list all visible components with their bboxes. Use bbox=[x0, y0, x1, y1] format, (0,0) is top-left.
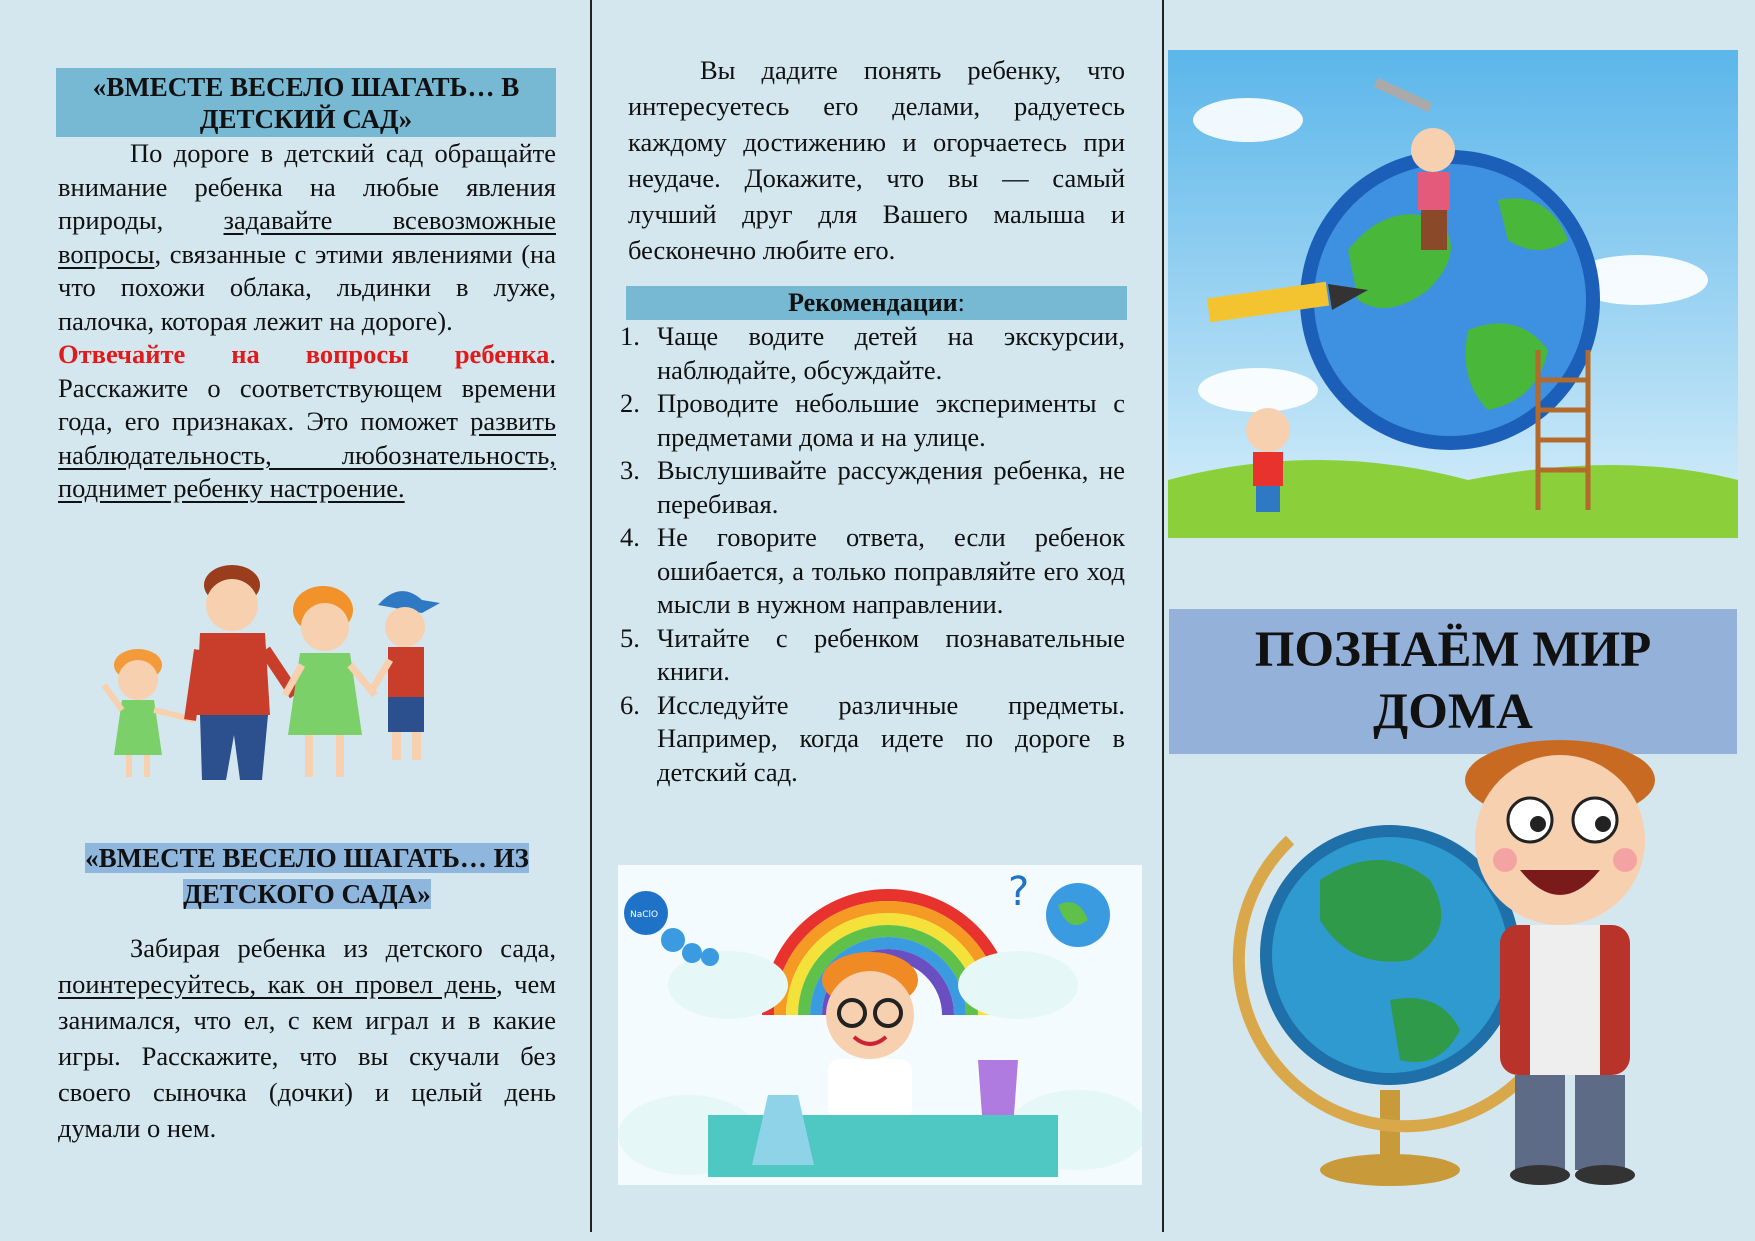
brochure-title-line1: ПОЗНАЁМ МИР bbox=[1254, 622, 1652, 678]
recommendations-title: Рекомендации bbox=[788, 288, 958, 317]
recommendation-item-5 bbox=[620, 622, 1125, 689]
recommendation-number: 3. bbox=[620, 455, 640, 485]
paragraph-nature bbox=[58, 137, 556, 338]
column-middle bbox=[620, 52, 1125, 789]
family-walking-illustration bbox=[100, 555, 490, 790]
recommendations-colon: : bbox=[957, 288, 965, 317]
recommendation-item-1 bbox=[620, 320, 1125, 387]
paragraph-answer-underlined: развить наблюдательность, любознательность, поднимет ребенку настроение. bbox=[58, 406, 556, 503]
paragraph-answer bbox=[58, 338, 556, 506]
globe-graphic bbox=[1239, 825, 1520, 1186]
intro-paragraph bbox=[628, 52, 1125, 268]
intro-paragraph-text: Вы дадите понять ребенку, что интересуетесь его делами, радуетесь каждому достижению и огорчаетесь при неудаче. Докажите, что вы — самый лучший друг для Вашего малыша и бесконечно любите его. bbox=[628, 55, 1125, 265]
paragraph-pickup-text-end: , чем занимался, что ел, с кем играл и в какие игры. Расскажите, что вы скучали без своего сыночка (дочки) и целый день думали о нем. bbox=[58, 969, 556, 1143]
column-divider-left bbox=[590, 0, 592, 1232]
recommendations-heading bbox=[626, 286, 1127, 320]
paragraph-pickup-underlined: поинтересуйтесь, как он провел день bbox=[58, 969, 497, 999]
science-kid-illustration bbox=[618, 865, 1142, 1185]
recommendations-list bbox=[620, 320, 1125, 789]
boy-with-globe-illustration bbox=[1230, 720, 1730, 1195]
heading-from-kindergarten bbox=[58, 840, 556, 912]
recommendation-text: Проводите небольшие эксперименты с предметами дома и на улице. bbox=[657, 388, 1125, 452]
answer-questions-highlight: Отвечайте на вопросы ребенка bbox=[58, 339, 550, 369]
recommendation-number: 5. bbox=[620, 622, 640, 653]
recommendation-item-2 bbox=[620, 387, 1125, 454]
recommendation-number: 6. bbox=[620, 689, 640, 720]
heading-to-kindergarten-text: «ВМЕСТЕ ВЕСЕЛО ШАГАТЬ… В ДЕТСКИЙ САД» bbox=[92, 72, 520, 134]
recommendation-number: 4. bbox=[620, 522, 640, 552]
father-figure bbox=[190, 565, 295, 780]
recommendation-text: Читайте с ребенком познавательные книги. bbox=[657, 622, 1125, 686]
paragraph-nature-underlined: задавайте всевозможные вопросы bbox=[58, 205, 556, 269]
kids-on-earth-illustration bbox=[1168, 50, 1738, 538]
paragraph-nature-text-end: , связанные с этими явлениями (на что похожи облака, льдинки в луже, палочка, которая лежит на дороге). bbox=[58, 238, 556, 336]
paragraph-pickup-block bbox=[58, 930, 556, 1146]
recommendation-number: 1. bbox=[620, 321, 640, 351]
mother-figure bbox=[285, 586, 375, 777]
heading-to-kindergarten bbox=[56, 68, 556, 137]
paragraph-answer-text: . Расскажите о соответствующем времени года, его признаках. Это поможет bbox=[58, 339, 556, 436]
column-divider-right bbox=[1162, 0, 1164, 1232]
recommendation-number: 2. bbox=[620, 388, 640, 418]
column-left bbox=[58, 68, 556, 506]
recommendation-text: Не говорите ответа, если ребенок ошибается, а только поправляйте его ход мысли в нужном направлении. bbox=[657, 522, 1125, 619]
heading-from-kindergarten-line2: ДЕТСКОГО САДА» bbox=[183, 879, 431, 909]
scientist-kid-figure bbox=[822, 952, 918, 1119]
question-mark-icon: ? bbox=[1008, 869, 1030, 915]
girl-figure bbox=[104, 649, 195, 777]
molecule-label: NaClO bbox=[630, 910, 659, 920]
paragraph-pickup-text: Забирая ребенка из детского сада, bbox=[130, 933, 556, 963]
recommendation-item-6 bbox=[620, 689, 1125, 790]
boy-figure bbox=[372, 591, 440, 760]
recommendation-item-3 bbox=[620, 454, 1125, 521]
recommendation-text: Выслушивайте рассуждения ребенка, не перебивая. bbox=[657, 455, 1125, 519]
recommendation-item-4 bbox=[620, 521, 1125, 622]
recommendation-text: Чаще водите детей на экскурсии, наблюдайте, обсуждайте. bbox=[657, 321, 1125, 385]
paragraph-pickup bbox=[58, 930, 556, 1146]
heading-from-kindergarten-line1: «ВМЕСТЕ ВЕСЕЛО ШАГАТЬ… ИЗ bbox=[85, 843, 529, 873]
recommendation-text: Исследуйте различные предметы. Например, когда идете по дороге в детский сад. bbox=[657, 689, 1125, 787]
brochure-title-line2: ДОМА bbox=[1373, 684, 1533, 740]
paragraph-nature-text: По дороге в детский сад обращайте внимание ребенка на любые явления природы, bbox=[58, 138, 556, 235]
